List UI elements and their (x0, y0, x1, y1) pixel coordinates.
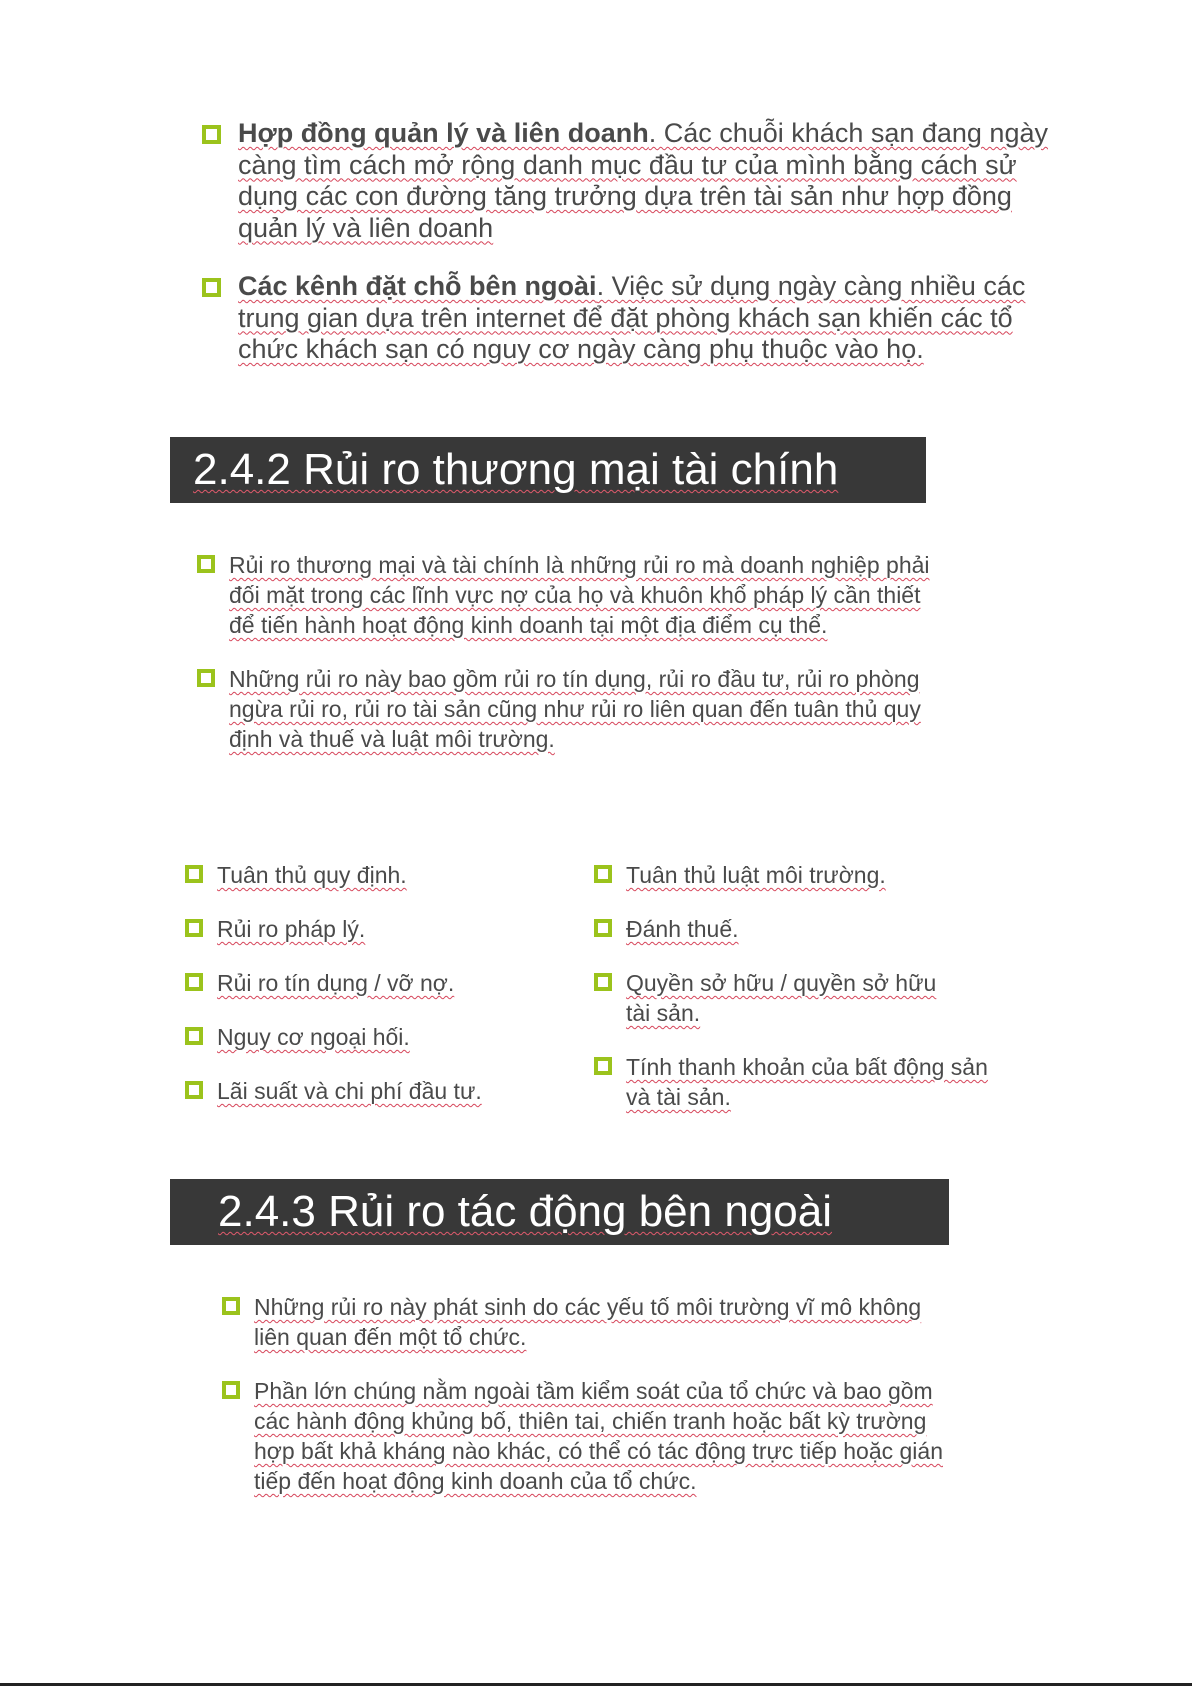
list-item (594, 860, 994, 890)
item-text: Tính thanh khoản của bất động sản và tài sản. (626, 1054, 988, 1110)
list-item (185, 1076, 575, 1106)
item-text: Quyền sở hữu / quyền sở hữu tài sản. (626, 970, 937, 1026)
intro-bullet-list (202, 118, 1052, 393)
item-text: Những rủi ro này phát sinh do các yếu tố môi trường vĩ mô không liên quan đến một tổ chức. (254, 1294, 922, 1350)
list-item (594, 914, 994, 944)
item-text: . Việc sử dụng ngày càng nhiều các trung gian dựa trên internet để đặt phòng khách sạn khiến các tổ chức khách sạn có nguy cơ ngày càng phụ thuộc vào họ. (238, 271, 1026, 364)
item-text: Đánh thuế. (626, 916, 739, 942)
square-bullet-icon (197, 669, 215, 687)
list-item (185, 968, 575, 998)
square-bullet-icon (185, 973, 203, 991)
section-heading-band (170, 437, 926, 503)
item-title: Hợp đồng quản lý và liên doanh (238, 118, 649, 148)
list-item (185, 1022, 575, 1052)
square-bullet-icon (185, 1027, 203, 1045)
square-bullet-icon (594, 1057, 612, 1075)
square-bullet-icon (185, 919, 203, 937)
list-item (202, 271, 1052, 366)
item-text: Những rủi ro này bao gồm rủi ro tín dụng, rủi ro đầu tư, rủi ro phòng ngừa rủi ro, rủi ro tài sản cũng như rủi ro liên quan đến tuân thủ quy định và thuế và luật môi trường. (229, 666, 921, 752)
item-title: Các kênh đặt chỗ bên ngoài (238, 271, 597, 301)
list-item (222, 1376, 962, 1496)
list-item (202, 118, 1052, 244)
list-item (222, 1292, 962, 1352)
square-bullet-icon (197, 555, 215, 573)
square-bullet-icon (594, 865, 612, 883)
left-column-list (185, 860, 575, 1130)
item-text: Rủi ro thương mại và tài chính là những rủi ro mà doanh nghiệp phải đối mặt trong các lĩnh vực nợ của họ và khuôn khổ pháp lý cần thiết để tiến hành hoạt động kinh doanh tại một địa điểm cụ thể. (229, 552, 930, 638)
finance-bullet-list (197, 550, 937, 778)
section-heading: 2.4.3 Rủi ro tác động bên ngoài (218, 1187, 833, 1236)
list-item (185, 914, 575, 944)
square-bullet-icon (222, 1297, 240, 1315)
list-item (594, 968, 956, 1028)
square-bullet-icon (202, 278, 221, 297)
square-bullet-icon (222, 1381, 240, 1399)
section-heading: 2.4.2 Rủi ro thương mại tài chính (193, 445, 839, 494)
right-column-list (594, 860, 994, 1136)
item-text: Tuân thủ quy định. (217, 862, 407, 888)
square-bullet-icon (202, 125, 221, 144)
item-text: Lãi suất và chi phí đầu tư. (217, 1078, 482, 1104)
square-bullet-icon (185, 1081, 203, 1099)
item-text: Nguy cơ ngoại hối. (217, 1024, 410, 1050)
item-text: Rủi ro tín dụng / vỡ nợ. (217, 970, 455, 996)
item-text: Tuân thủ luật môi trường. (626, 862, 886, 888)
list-item (197, 664, 937, 754)
list-item (185, 860, 575, 890)
square-bullet-icon (185, 865, 203, 883)
list-item (197, 550, 937, 640)
item-text: Phần lớn chúng nằm ngoài tầm kiểm soát của tổ chức và bao gồm các hành động khủng bố, thiên tai, chiến tranh hoặc bất kỳ trường hợp bất khả kháng nào khác, có thể có tác động trực tiếp hoặc gián tiếp đến hoạt động kinh doanh của tổ chức. (254, 1378, 943, 1494)
square-bullet-icon (594, 919, 612, 937)
section-heading-band (170, 1179, 949, 1245)
item-text: Rủi ro pháp lý. (217, 916, 366, 942)
square-bullet-icon (594, 973, 612, 991)
external-bullet-list (222, 1292, 962, 1520)
list-item (594, 1052, 991, 1112)
item-text: . Các chuỗi khách sạn đang ngày càng tìm cách mở rộng danh mục đầu tư của mình bằng cách sử dụng các con đường tăng trưởng dựa trên tài sản như hợp đồng quản lý và liên doanh (238, 118, 1048, 243)
